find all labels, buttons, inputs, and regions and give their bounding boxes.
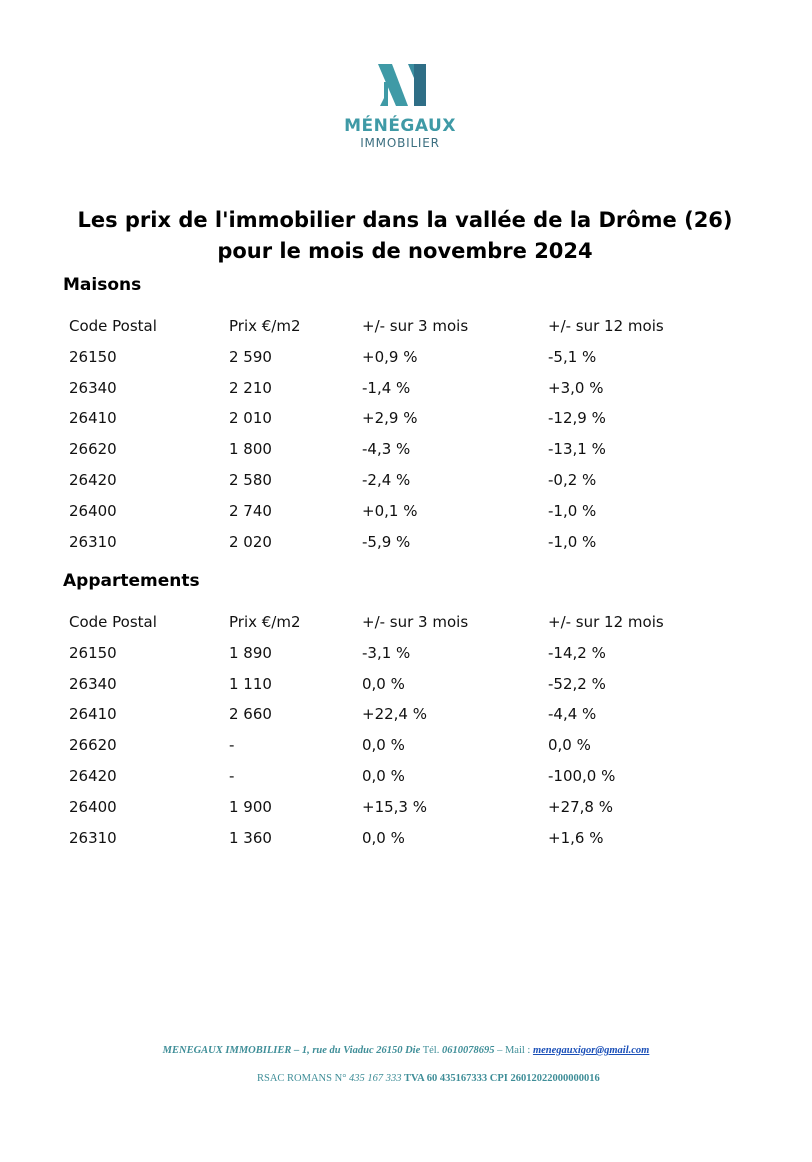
column-header: Code Postal (69, 317, 157, 335)
table-appartements (69, 613, 749, 859)
column-header: Code Postal (69, 613, 157, 631)
cell-change-12m: -0,2 % (548, 470, 597, 489)
cell-change-12m: +27,8 % (548, 797, 613, 816)
table-row (69, 502, 749, 533)
cell-change-12m: -4,4 % (548, 705, 597, 724)
section-heading-appartements: Appartements (63, 571, 200, 591)
cell-price: 1 360 (229, 828, 272, 847)
cell-change-3m: +0,9 % (362, 347, 418, 366)
table-row (69, 471, 749, 502)
cell-postal-code: 26310 (69, 532, 117, 551)
table-row (69, 348, 749, 379)
table-header (69, 613, 749, 644)
cell-change-3m: +0,1 % (362, 501, 418, 520)
cell-postal-code: 26310 (69, 828, 117, 847)
footer-company-address: MENEGAUX IMMOBILIER – 1, rue du Viaduc 26150 Die (162, 1045, 421, 1056)
cell-postal-code: 26410 (69, 705, 117, 724)
cell-change-3m: 0,0 % (362, 766, 405, 785)
cell-postal-code: 26620 (69, 736, 117, 755)
cell-change-12m: -5,1 % (548, 347, 597, 366)
cell-price: 2 590 (229, 347, 272, 366)
cell-change-3m: +2,9 % (362, 409, 418, 428)
cell-change-12m: -52,2 % (548, 674, 606, 693)
column-header: +/- sur 12 mois (548, 317, 664, 335)
cell-change-3m: -5,9 % (362, 532, 411, 551)
cell-postal-code: 26400 (69, 797, 117, 816)
cell-postal-code: 26400 (69, 501, 117, 520)
cell-price: 1 110 (229, 674, 272, 693)
logo-m-icon (376, 64, 432, 106)
cell-price: 2 580 (229, 470, 272, 489)
table-row (69, 440, 749, 471)
cell-price: 2 740 (229, 501, 272, 520)
cell-change-12m: -12,9 % (548, 409, 606, 428)
logo-name: MÉNÉGAUX (344, 116, 456, 136)
table-row (69, 798, 749, 829)
cell-change-3m: -1,4 % (362, 378, 411, 397)
cell-postal-code: 26150 (69, 347, 117, 366)
cell-change-3m: 0,0 % (362, 828, 405, 847)
footer-tel-label: Tél. (420, 1045, 442, 1056)
table-row (69, 736, 749, 767)
company-logo (340, 60, 480, 150)
cell-price: 1 900 (229, 797, 272, 816)
footer-rsac-label: RSAC ROMANS N° (257, 1073, 350, 1084)
cell-price: 2 020 (229, 532, 272, 551)
cell-postal-code: 26620 (69, 440, 117, 459)
cell-price: 2 660 (229, 705, 272, 724)
table-row (69, 409, 749, 440)
table-row (69, 533, 749, 564)
table-row (69, 644, 749, 675)
table-row (69, 705, 749, 736)
logo-subtitle: IMMOBILIER (360, 136, 440, 150)
footer-tel: 0610078695 (441, 1045, 495, 1056)
table-row (69, 675, 749, 706)
column-header: +/- sur 3 mois (362, 317, 469, 335)
footer-mail-label: – Mail : (494, 1045, 533, 1056)
cell-change-3m: -3,1 % (362, 643, 411, 662)
footer-rsac-number: 435 167 333 (349, 1073, 402, 1084)
cell-change-3m: 0,0 % (362, 736, 405, 755)
footer-tva-cpi: TVA 60 435167333 CPI 26012022000000016 (401, 1073, 600, 1084)
page-title: Les prix de l'immobilier dans la vallée de la Drôme (26) pour le mois de novembre 2024 (77, 208, 733, 263)
cell-change-12m: +1,6 % (548, 828, 604, 847)
cell-price: - (229, 766, 235, 785)
footer-email-link[interactable]: menegauxigor@gmail.com (532, 1045, 650, 1056)
cell-postal-code: 26410 (69, 409, 117, 428)
cell-change-3m: 0,0 % (362, 674, 405, 693)
column-header: Prix €/m2 (229, 613, 301, 631)
column-header: +/- sur 3 mois (362, 613, 469, 631)
table-maisons (69, 317, 749, 563)
cell-postal-code: 26340 (69, 378, 117, 397)
cell-change-12m: +3,0 % (548, 378, 604, 397)
cell-postal-code: 26150 (69, 643, 117, 662)
cell-change-3m: -4,3 % (362, 440, 411, 459)
cell-change-12m: -100,0 % (548, 766, 616, 785)
section-heading-maisons: Maisons (63, 275, 142, 295)
cell-price: 1 890 (229, 643, 272, 662)
cell-postal-code: 26420 (69, 470, 117, 489)
cell-change-12m: 0,0 % (548, 736, 591, 755)
cell-change-12m: -1,0 % (548, 532, 597, 551)
cell-price: 2 210 (229, 378, 272, 397)
table-row (69, 829, 749, 860)
cell-price: 2 010 (229, 409, 272, 428)
footer-contact (0, 1045, 812, 1056)
footer-legal (257, 1073, 600, 1084)
table-row (69, 767, 749, 798)
table-header (69, 317, 749, 348)
table-row (69, 379, 749, 410)
cell-change-12m: -13,1 % (548, 440, 606, 459)
cell-change-12m: -1,0 % (548, 501, 597, 520)
cell-price: 1 800 (229, 440, 272, 459)
cell-change-3m: -2,4 % (362, 470, 411, 489)
cell-change-12m: -14,2 % (548, 643, 606, 662)
cell-price: - (229, 736, 235, 755)
cell-postal-code: 26340 (69, 674, 117, 693)
column-header: +/- sur 12 mois (548, 613, 664, 631)
cell-change-3m: +15,3 % (362, 797, 427, 816)
column-header: Prix €/m2 (229, 317, 301, 335)
cell-change-3m: +22,4 % (362, 705, 427, 724)
cell-postal-code: 26420 (69, 766, 117, 785)
